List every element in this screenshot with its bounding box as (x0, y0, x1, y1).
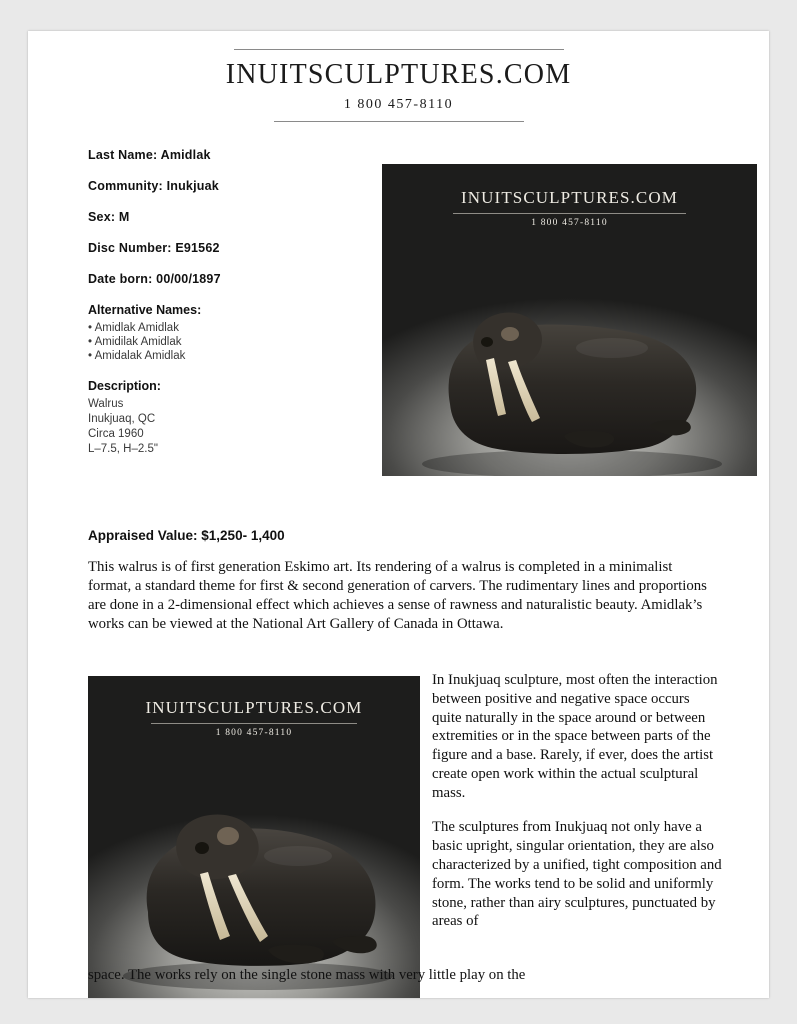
photo-watermark-phone: 1 800 457-8110 (215, 728, 293, 738)
description-line: L–7.5, H–2.5" (88, 443, 158, 456)
sculpture-photo-bottom (88, 676, 420, 998)
photo-watermark-rule (151, 723, 357, 724)
header-top-rule (234, 49, 564, 50)
description-heading: Description: (88, 379, 161, 394)
list-item: • Amidlak Amidlak (88, 321, 179, 334)
sculpture-photo-top (382, 164, 757, 476)
document-header (28, 31, 769, 122)
appraised-value: Appraised Value: $1,250- 1,400 (88, 528, 285, 543)
list-item: • Amidilak Amidlak (88, 335, 182, 348)
alternative-names-heading: Alternative Names: (88, 302, 202, 317)
paragraph-right-1: In Inukjuaq sculpture, most often the interaction between positive and negative space occurs quite naturally in the space around or between extremities or in the space between parts of the figure and a base. Rarely, if ever, does the artist create open work within the actual sculptural mass. (432, 672, 718, 801)
field-sex: Sex: M (88, 209, 130, 224)
field-date-born: Date born: 00/00/1897 (88, 271, 221, 286)
artist-fields (88, 148, 348, 457)
photo-watermark-phone: 1 800 457-8110 (531, 218, 608, 228)
description-line: Walrus (88, 398, 124, 411)
paragraph-bottom: space. The works rely on the single stone mass with very little play on the (88, 967, 526, 983)
photo-watermark-title: INUITSCULPTURES.COM (145, 698, 363, 717)
field-community: Community: Inukjuak (88, 178, 219, 193)
description-line: Inukjuaq, QC (88, 413, 156, 426)
description-lines (88, 397, 348, 457)
description-line: Circa 1960 (88, 428, 144, 441)
alternative-names-list (88, 321, 348, 363)
header-bottom-rule (274, 121, 524, 122)
photo-watermark (88, 698, 420, 738)
photo-watermark-rule (453, 213, 686, 214)
photo-watermark (382, 188, 757, 228)
site-title: INUITSCULPTURES.COM (225, 59, 572, 90)
field-last-name: Last Name: Amidlak (88, 147, 211, 162)
paragraph-right-2: The sculptures from Inukjuaq not only have a basic upright, singular orientation, they are also characterized by a unified, tight composition and form. The works tend to be solid and uniformly stone, rather than airy sculptures, punctuated by areas of (432, 819, 722, 930)
header-phone: 1 800 457-8110 (343, 96, 454, 112)
paragraph-right-column (432, 671, 722, 947)
document-page (28, 31, 769, 998)
paragraph-main: This walrus is of first generation Eskimo art. Its rendering of a walrus is completed in a minimalist format, a standard theme for first & second generation of carvers. The rudimentary lines and proportions are done in a 2-dimensional effect which achieves a sense of rawness and naturalistic beauty. Amidlak’s works can be viewed at the National Art Gallery of Canada in Ottawa. (88, 559, 707, 632)
field-disc-number: Disc Number: E91562 (88, 240, 220, 255)
photo-watermark-title: INUITSCULPTURES.COM (461, 188, 678, 207)
list-item: • Amidalak Amidlak (88, 350, 186, 363)
